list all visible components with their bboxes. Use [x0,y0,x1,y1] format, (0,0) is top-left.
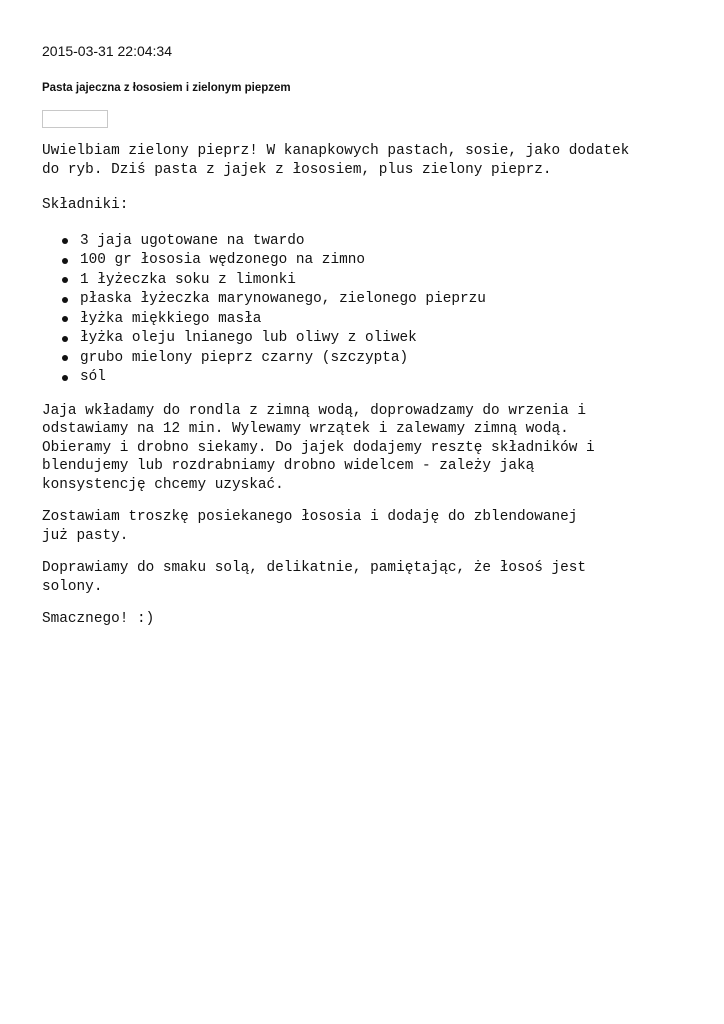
ingredient-item: łyżka miękkiego masła [62,310,692,330]
ingredient-item: sól [62,368,692,388]
ingredient-item: grubo mielony pieprz czarny (szczypta) [62,349,692,369]
method-paragraph: Jaja wkładamy do rondla z zimną wodą, doprowadzamy do wrzenia i odstawiamy na 12 min. Wylewamy wrzątek i zalewamy zimną wodą. Obieramy i drobno siekamy. Do jajek dodajemy resztę składników i blendujemy lub rozdrabniamy drobno widelcem - zależy jaką konsystencję chcemy uzyskać. [42,402,595,493]
ingredient-item: 100 gr łososia wędzonego na zimno [62,251,692,271]
ingredient-item: 1 łyżeczka soku z limonki [62,271,692,291]
ingredients-list [42,232,692,388]
method-paragraph: Doprawiamy do smaku solą, delikatnie, pamiętając, że łosoś jest solony. [42,560,587,595]
ingredient-item: płaska łyżeczka marynowanego, zielonego pieprzu [62,290,692,310]
method-paragraph: Zostawiam troszkę posiekanego łososia i dodaję do zblendowanej już pasty. [42,509,578,544]
closing-line: Smacznego! :) [42,611,155,627]
document-page [42,42,692,629]
post-title: Pasta jajeczna z łososiem i zielonym piepzem [42,82,291,94]
post-timestamp: 2015-03-31 22:04:34 [42,43,172,59]
ingredient-item: łyżka oleju lnianego lub oliwy z oliwek [62,329,692,349]
ingredients-heading: Składniki: [42,197,129,213]
image-placeholder [42,110,108,128]
intro-paragraph: Uwielbiam zielony pieprz! W kanapkowych pastach, sosie, jako dodatek do ryb. Dziś pasta z jajek z łososiem, plus zielony pieprz. [42,143,630,178]
ingredient-item: 3 jaja ugotowane na twardo [62,232,692,252]
